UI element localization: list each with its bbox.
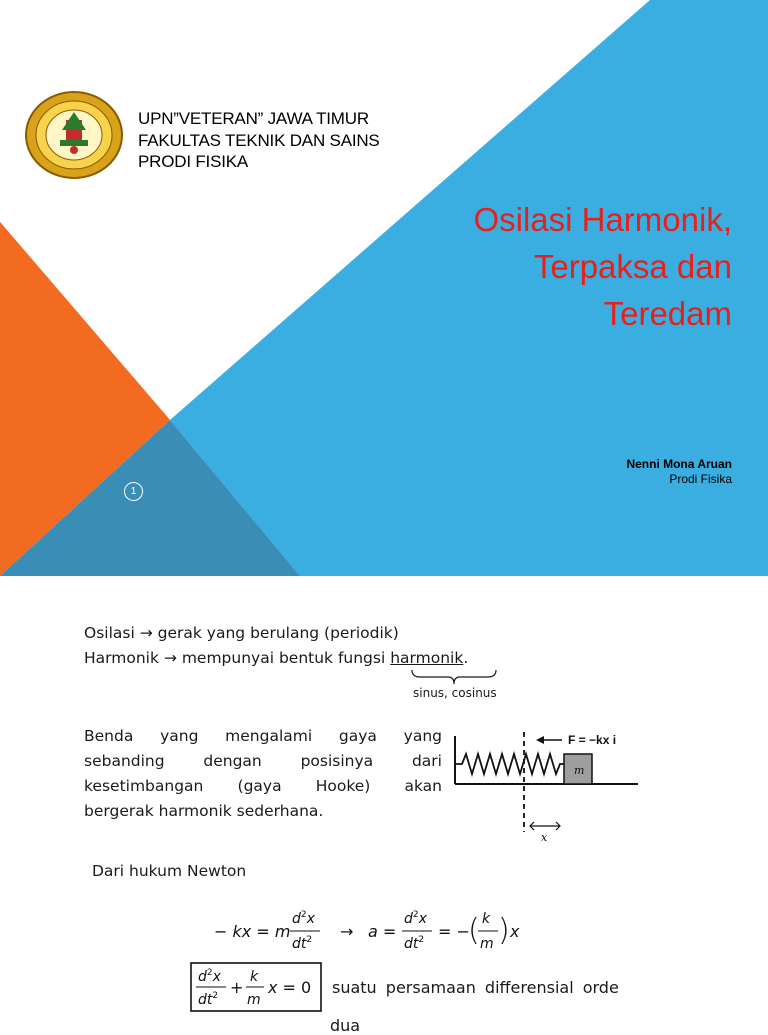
definition-osilasi xyxy=(84,624,399,642)
university-logo xyxy=(24,90,124,180)
svg-text:→: → xyxy=(340,922,354,941)
brace-label: sinus, cosinus xyxy=(413,686,497,700)
paragraph-hooke xyxy=(84,724,442,824)
definition-harmonik: Harmonik → mempunyai bentuk fungsi harmonik. xyxy=(84,649,469,667)
term-osilasi: Osilasi xyxy=(84,624,135,642)
institution-line: FAKULTAS TEKNIK DAN SAINS xyxy=(138,130,380,150)
svg-text:d2x: $d^2x$ xyxy=(292,910,315,927)
equation-description-cont: dua xyxy=(330,1016,361,1035)
para-line: kesetimbangan (gaya Hooke) akan xyxy=(84,777,442,795)
institution-line: PRODI FISIKA xyxy=(138,152,249,171)
svg-text:k: k xyxy=(482,911,491,927)
force-label: F = −kx i xyxy=(568,733,617,747)
svg-text:dt2: $dt^2$ xyxy=(404,935,425,952)
svg-text:x = 0: x = 0 xyxy=(268,978,312,997)
right-arrow-icon: → xyxy=(139,624,153,642)
definition-text: mempunyai bentuk fungsi xyxy=(181,649,386,667)
underbrace-icon xyxy=(410,668,498,686)
svg-text:x: x xyxy=(510,922,520,941)
svg-text:a =: a = xyxy=(368,922,397,941)
svg-text:− kx = m: − kx = m xyxy=(214,922,291,941)
x-label: x xyxy=(541,831,548,844)
para-line: bergerak harmonik sederhana. xyxy=(84,802,324,820)
equation-differential xyxy=(190,962,324,1014)
title-line: Terpaksa dan xyxy=(533,248,732,285)
svg-text:m: m xyxy=(247,992,261,1008)
svg-text:dt2: $dt^2$ xyxy=(198,991,219,1008)
content-slide xyxy=(0,576,768,1035)
svg-text:= −: = − xyxy=(438,922,470,941)
author-affiliation: Prodi Fisika xyxy=(669,472,732,486)
slide-number: 1 xyxy=(124,482,143,501)
underlined-term: harmonik xyxy=(390,649,464,667)
svg-text:): ) xyxy=(498,913,510,948)
spring-mass-diagram xyxy=(448,722,640,848)
slide-title xyxy=(312,196,732,337)
institution-block xyxy=(138,108,380,173)
svg-text:m: m xyxy=(480,936,494,952)
equation-description: suatu persamaan differensial orde xyxy=(332,978,619,997)
svg-text:k: k xyxy=(250,969,259,985)
title-line: Osilasi Harmonik, xyxy=(473,201,732,238)
svg-text:d2x: $d^2x$ xyxy=(404,910,427,927)
author-block xyxy=(626,456,732,487)
term-harmonik: Harmonik xyxy=(84,649,159,667)
svg-text:dt2: $dt^2$ xyxy=(292,935,313,952)
newton-heading: Dari hukum Newton xyxy=(92,862,247,880)
right-arrow-icon: → xyxy=(163,649,177,667)
mass-label: m xyxy=(574,764,585,777)
para-line: Benda yang mengalami gaya yang xyxy=(84,727,442,745)
svg-text:d2x: $d^2x$ xyxy=(198,968,221,985)
institution-line: UPN”VETERAN” JAWA TIMUR xyxy=(138,109,369,128)
svg-text:+: + xyxy=(230,978,244,997)
equation-newton xyxy=(210,904,530,958)
definition-text: gerak yang berulang (periodik) xyxy=(157,624,399,642)
para-line: sebanding dengan posisinya dari xyxy=(84,752,442,770)
author-name: Nenni Mona Aruan xyxy=(626,457,732,471)
svg-text:(: ( xyxy=(468,913,480,948)
title-line: Teredam xyxy=(603,295,732,332)
